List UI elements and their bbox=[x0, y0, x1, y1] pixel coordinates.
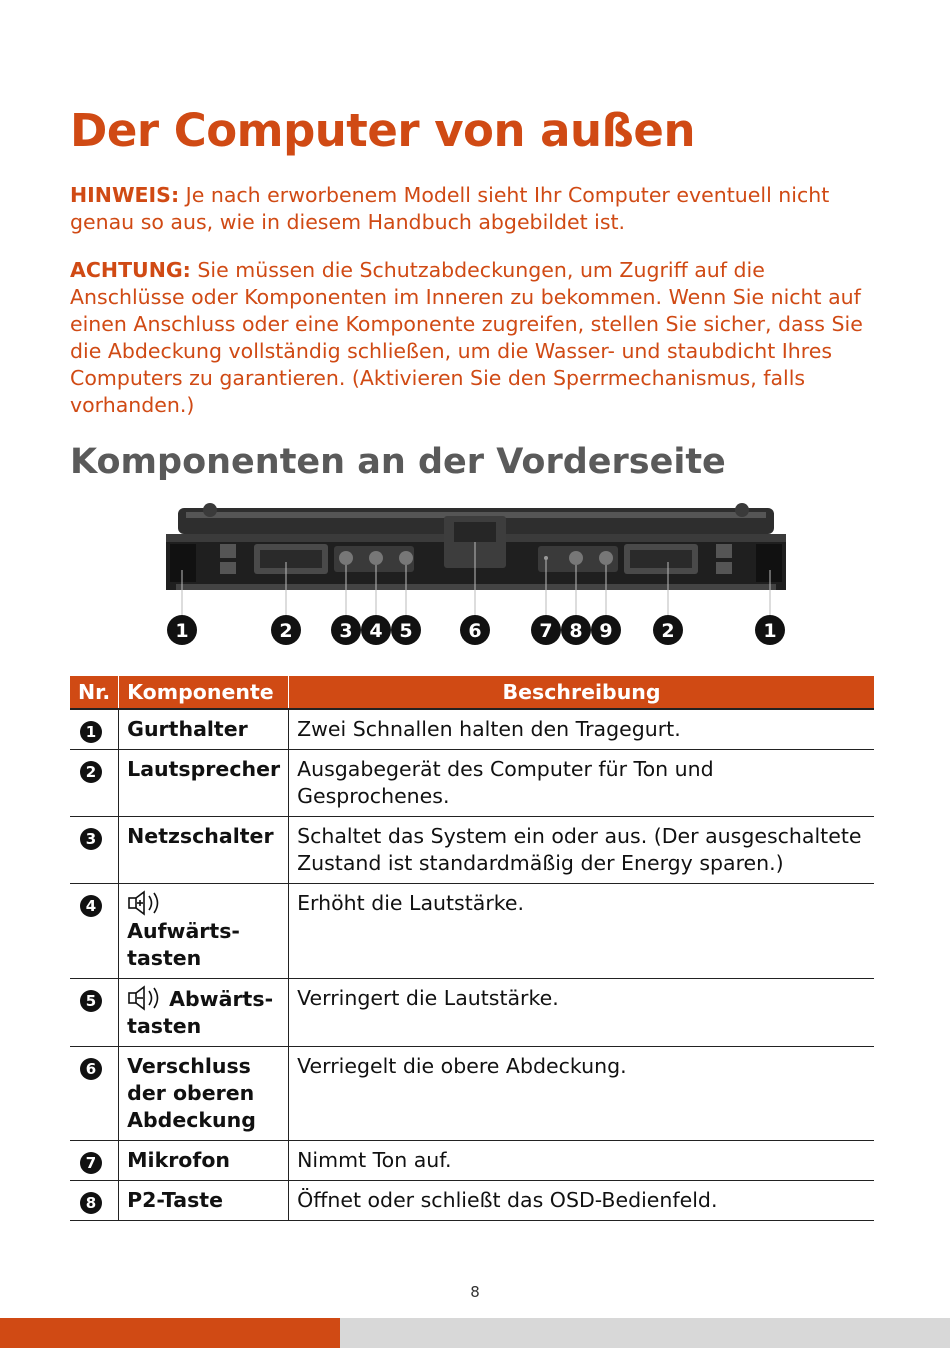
table-row bbox=[70, 1181, 874, 1221]
callout-9: 9 bbox=[599, 620, 613, 642]
callout-4: 4 bbox=[369, 620, 383, 642]
component-description: Zwei Schnallen halten den Tragegurt. bbox=[289, 709, 874, 750]
footer-accent-bar bbox=[0, 1318, 340, 1348]
row-number-badge: 2 bbox=[80, 761, 102, 783]
callout-3: 3 bbox=[339, 620, 353, 642]
row-number-badge: 4 bbox=[80, 895, 102, 917]
table-row bbox=[70, 750, 874, 817]
callout-6: 6 bbox=[468, 620, 482, 642]
table-row bbox=[70, 817, 874, 884]
table-row bbox=[70, 979, 874, 1047]
row-number-badge: 6 bbox=[80, 1058, 102, 1080]
component-name: Aufwärts-tasten bbox=[127, 919, 240, 970]
table-header-row bbox=[70, 676, 874, 709]
callout-5: 5 bbox=[399, 620, 413, 642]
component-name: Verschluss der oberen Abdeckung bbox=[119, 1047, 289, 1141]
component-description: Verriegelt die obere Abdeckung. bbox=[289, 1047, 874, 1141]
table-row bbox=[70, 709, 874, 750]
row-number-badge: 7 bbox=[80, 1152, 102, 1174]
row-number-badge: 8 bbox=[80, 1192, 102, 1214]
hinweis-text: Je nach erworbenem Modell sieht Ihr Computer eventuell nicht genau so aus, wie in diesem Handbuch abgebildet ist. bbox=[70, 183, 830, 234]
callout-8: 8 bbox=[569, 620, 583, 642]
table-row bbox=[70, 1047, 874, 1141]
components-table bbox=[70, 676, 874, 1221]
row-number-badge: 1 bbox=[80, 721, 102, 743]
achtung-note bbox=[70, 257, 882, 419]
footer-gray-bar bbox=[340, 1318, 950, 1348]
table-row bbox=[70, 1141, 874, 1181]
header-description: Beschreibung bbox=[289, 676, 874, 709]
header-nr: Nr. bbox=[70, 676, 119, 709]
table-row bbox=[70, 884, 874, 979]
callout-7: 7 bbox=[539, 620, 553, 642]
component-description: Erhöht die Lautstärke. bbox=[289, 884, 874, 979]
volume-down-icon bbox=[127, 985, 165, 1011]
component-name: Mikrofon bbox=[119, 1141, 289, 1181]
hinweis-note bbox=[70, 182, 882, 236]
component-name: Gurthalter bbox=[119, 709, 289, 750]
section-title: Komponenten an der Vorderseite bbox=[70, 442, 726, 482]
component-description: Verringert die Lautstärke. bbox=[289, 979, 874, 1047]
callout-2-right: 2 bbox=[661, 620, 675, 642]
laptop-front-illustration bbox=[166, 500, 786, 650]
hinweis-label: HINWEIS: bbox=[70, 183, 180, 207]
component-name: Lautsprecher bbox=[119, 750, 289, 817]
page-title: Der Computer von außen bbox=[70, 104, 695, 157]
callout-2-left: 2 bbox=[279, 620, 293, 642]
component-name: Netzschalter bbox=[119, 817, 289, 884]
achtung-label: ACHTUNG: bbox=[70, 258, 191, 282]
component-description: Ausgabegerät des Computer für Ton und Gesprochenes. bbox=[289, 750, 874, 817]
component-description: Nimmt Ton auf. bbox=[289, 1141, 874, 1181]
component-description: Schaltet das System ein oder aus. (Der ausgeschaltete Zustand ist standardmäßig der Energy sparen.) bbox=[289, 817, 874, 884]
row-number-badge: 5 bbox=[80, 990, 102, 1012]
volume-up-icon bbox=[127, 890, 165, 916]
component-name: P2-Taste bbox=[119, 1181, 289, 1221]
page-number: 8 bbox=[470, 1283, 480, 1301]
callout-1-left: 1 bbox=[175, 620, 189, 642]
row-number-badge: 3 bbox=[80, 828, 102, 850]
callout-1-right: 1 bbox=[763, 620, 777, 642]
achtung-text: Sie müssen die Schutzabdeckungen, um Zugriff auf die Anschlüsse oder Komponenten im Inneren zu bekommen. Wenn Sie nicht auf einen Anschluss oder eine Komponente zugreifen, stellen Sie sicher, dass Sie die Abdeckung vollständig schließen, um die Wasser- und staubdicht Ihres Computers zu garantieren. (Aktivieren Sie den Sperrmechanismus, falls vorhanden.) bbox=[70, 258, 863, 417]
header-component: Komponente bbox=[119, 676, 289, 709]
component-name: Abwärts-tasten bbox=[127, 987, 274, 1038]
component-description: Öffnet oder schließt das OSD-Bedienfeld. bbox=[289, 1181, 874, 1221]
